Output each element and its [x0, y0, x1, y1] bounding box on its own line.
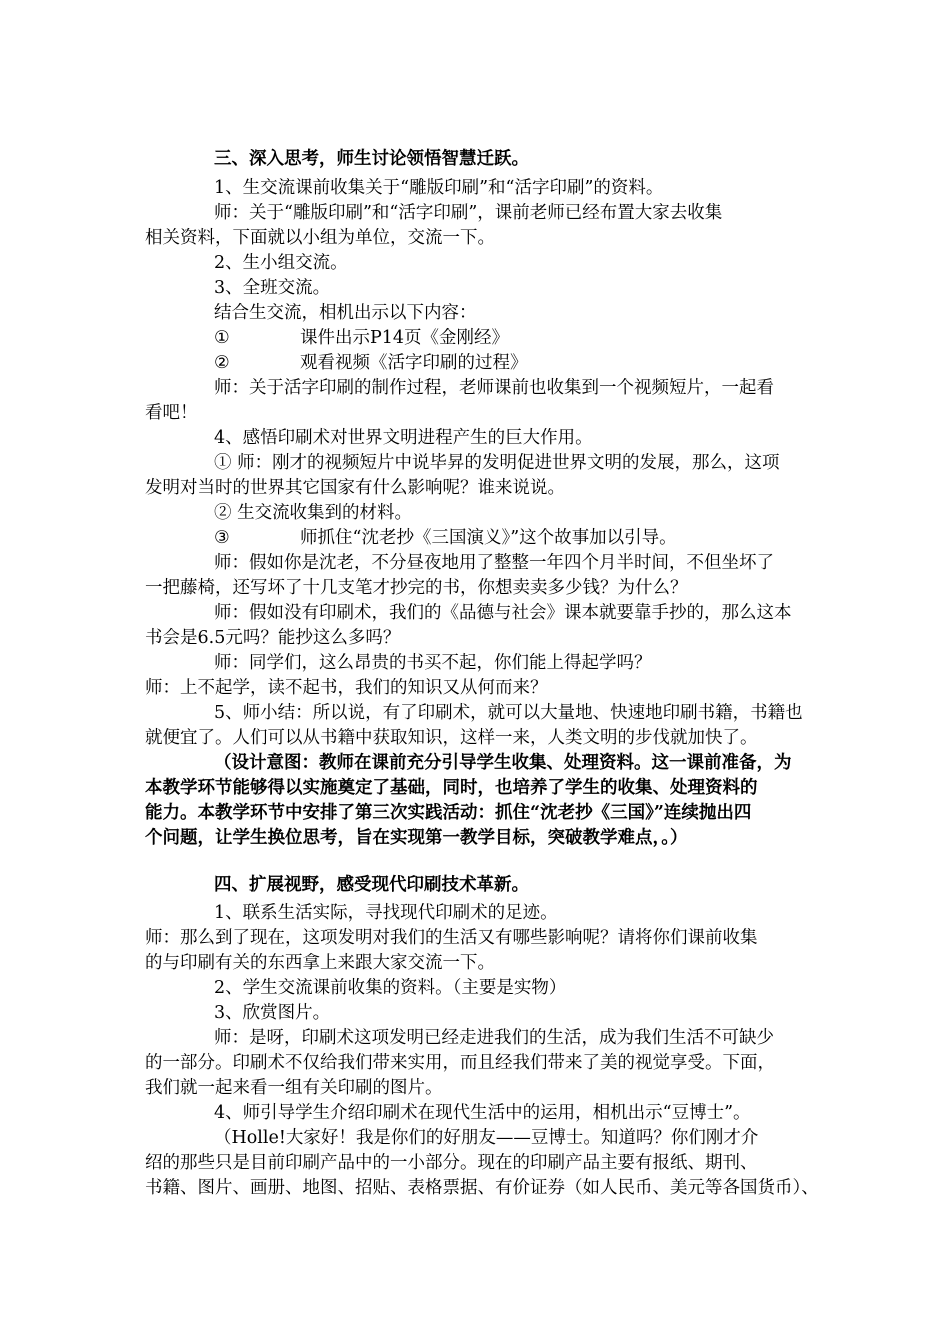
paragraph-line: 5、师小结：所以说，有了印刷术，就可以大量地、快速地印刷书籍，书籍也	[214, 703, 803, 723]
list-marker: ②	[214, 353, 230, 373]
paragraph-line: 师：关于活字印刷的制作过程，老师课前也收集到一个视频短片，一起看	[214, 378, 774, 398]
paragraph-line: 1、联系生活实际，寻找现代印刷术的足迹。	[214, 903, 558, 923]
design-note-line: 能力。本教学环节中安排了第三次实践活动：抓住“沈老抄《三国》”连续抛出四	[145, 803, 752, 823]
paragraph-line: 师：是呀，印刷术这项发明已经走进我们的生活，成为我们生活不可缺少	[214, 1028, 774, 1048]
paragraph-line: 师：同学们，这么昂贵的书买不起，你们能上得起学吗？	[214, 653, 652, 673]
paragraph-line: 绍的那些只是目前印刷产品中的一小部分。现在的印刷产品主要有报纸、期刊、	[145, 1153, 758, 1173]
list-item-text: 课件出示P14页《金刚经》	[300, 328, 510, 348]
design-note-line: 个问题，让学生换位思考，旨在实现第一教学目标，突破教学难点，。）	[145, 828, 688, 848]
paragraph-line: ① 师：刚才的视频短片中说毕昇的发明促进世界文明的发展，那么，这项	[214, 453, 780, 473]
list-item-text: 师抓住“沈老抄《三国演义》”这个故事加以引导。	[300, 528, 677, 548]
paragraph-line: ② 生交流收集到的材料。	[214, 503, 413, 523]
paragraph-line: 2、生小组交流。	[214, 253, 348, 273]
paragraph-line: 师：上不起学，读不起书，我们的知识又从何而来？	[145, 678, 548, 698]
paragraph-line: 3、欣赏图片。	[214, 1003, 331, 1023]
paragraph-line: 2、学生交流课前收集的资料。（主要是实物）	[214, 978, 567, 998]
paragraph-line: 相关资料，下面就以小组为单位，交流一下。	[145, 228, 495, 248]
paragraph-line: 4、感悟印刷术对世界文明进程产生的巨大作用。	[214, 428, 593, 448]
paragraph-line: 师：关于“雕版印刷”和“活字印刷”，课前老师已经布置大家去收集	[214, 203, 723, 223]
paragraph-line: 一把藤椅，还写坏了十几支笔才抄完的书，你想卖卖多少钱？为什么？	[145, 578, 688, 598]
design-note-line: 本教学环节能够得以实施奠定了基础，同时，也培养了学生的收集、处理资料的	[145, 778, 758, 798]
paragraph-line: 的一部分。印刷术不仅给我们带来实用，而且经我们带来了美的视觉享受。下面，	[145, 1053, 775, 1073]
section3-heading: 三、深入思考，师生讨论领悟智慧迁跃。	[214, 149, 529, 169]
design-note-line: （设计意图：教师在课前充分引导学生收集、处理资料。这一课前准备，为	[214, 753, 792, 773]
paragraph-line: 看吧！	[145, 403, 198, 423]
paragraph-line: 结合生交流，相机出示以下内容：	[214, 303, 477, 323]
paragraph-line: 就便宜了。人们可以从书籍中获取知识，这样一来，人类文明的步伐就加快了。	[145, 728, 758, 748]
section4-heading: 四、扩展视野，感受现代印刷技术革新。	[214, 875, 529, 895]
paragraph-line: 书会是6.5元吗？能抄这么多吗？	[145, 628, 401, 648]
paragraph-line: 师：假如你是沈老，不分昼夜地用了整整一年四个月半时间，不但坐坏了	[214, 553, 774, 573]
paragraph-line: 我们就一起来看一组有关印刷的图片。	[145, 1078, 443, 1098]
paragraph-line: 3、全班交流。	[214, 278, 331, 298]
paragraph-line: 的与印刷有关的东西拿上来跟大家交流一下。	[145, 953, 495, 973]
list-marker: ③	[214, 528, 230, 548]
paragraph-line: 1、生交流课前收集关于“雕版印刷”和“活字印刷”的资料。	[214, 178, 664, 198]
list-item	[0, 525, 950, 551]
paragraph-line: 师：假如没有印刷术，我们的《品德与社会》课本就要靠手抄的，那么这本	[214, 603, 792, 623]
list-item-text: 观看视频《活字印刷的过程》	[300, 353, 528, 373]
paragraph-line: 4、师引导学生介绍印刷术在现代生活中的运用，相机出示“豆博士”。	[214, 1103, 751, 1123]
paragraph-line: 师：那么到了现在，这项发明对我们的生活又有哪些影响呢？请将你们课前收集	[145, 928, 758, 948]
list-marker: ①	[214, 328, 230, 348]
paragraph-line: （Holle!大家好！我是你们的好朋友——豆博士。知道吗？你们刚才介	[214, 1128, 759, 1148]
list-item	[0, 350, 950, 376]
list-item	[0, 325, 950, 351]
paragraph-line: 书籍、图片、画册、地图、招贴、表格票据、有价证券（如人民币、美元等各国货币）、	[145, 1178, 819, 1198]
paragraph-line: 发明对当时的世界其它国家有什么影响呢？谁来说说。	[145, 478, 565, 498]
